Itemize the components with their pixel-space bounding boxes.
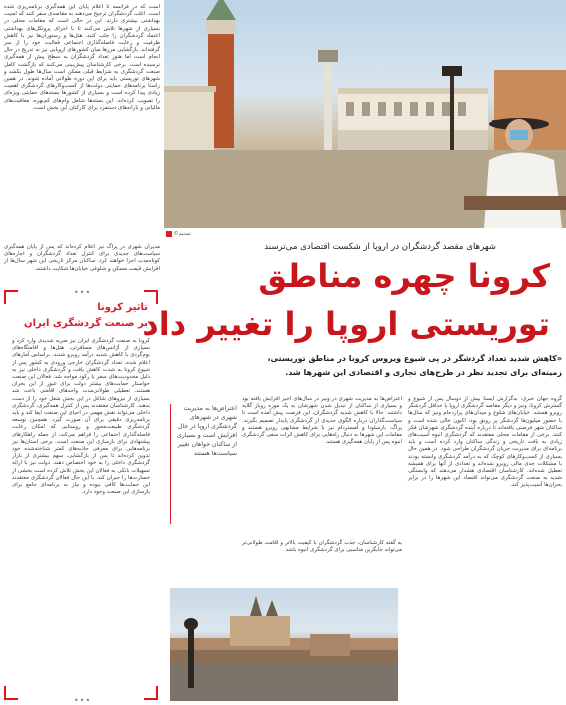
article-lead-line2: زمینه‌ای برای تجدید نظر در طرح‌های تجاری و اقتصادی این شهرها شد. xyxy=(285,368,562,377)
sidebar-title-line2: بر صنعت گردشگری ایران xyxy=(24,318,148,329)
article-column-right: گروه جهان خبری: به‌گزارش ایسنا بیش از دوسال پس از شیوع و گسترش کرونا، ونیز و دیگر مقاصد گردشگری اروپا با حداقل گردشگر روبرو هستند. خیابان‌های شلوغ و میدان‌های پرازدحام ونیز که سال‌ها با حضور میلیون‌ها گردشگر پر رونق بود، اکنون خالی شده است و ساکنان شهر فرصتی یافته‌اند تا درباره آینده گردشگری شهرشان فکر کنند. برخی از مقامات محلی معتقدند که گردشگری انبوه آسیب‌های زیادی به بافت تاریخی و زندگی ساکنان وارد کرده است و باید برنامه‌ای برای مدیریت جریان گردشگران طراحی شود. در همین حال بسیاری از کسب‌وکارهای کوچک که به درآمد گردشگری وابسته بودند با مشکلات جدی مالی روبرو شده‌اند و تعدادی از آنها برای همیشه تعطیل شده‌اند. کارشناسان اقتصادی هشدار می‌دهند که وابستگی شدید به صنعت گردشگری می‌تواند اقتصاد این شهرها را در برابر بحران‌ها آسیب‌پذیر کند. xyxy=(408,396,562,489)
credit-icon xyxy=(166,231,172,237)
article-column-middle: اعتراض‌ها به مدیریت شهری در ونیز در سال‌های اخیر افزایش یافته بود و بسیاری از ساکنان از تبدیل شدن شهرشان به یک موزه روباز گلایه داشتند. حالا با کاهش شدید گردشگران، این فرصت پیش آمده است تا سیاست‌گذاران درباره الگوی جدیدی از گردشگری پایدار تصمیم بگیرند. پراگ، بارسلونا و آمستردام نیز با شرایط مشابهی روبرو هستند و مقامات این شهرها به دنبال راه‌هایی برای کاهش اثرات منفی گردشگری انبوه پس از پایان همه‌گیری هستند. xyxy=(242,396,402,446)
pull-quote-text: اعتراض‌ها به مدیریت شهری در شهرهای گردشگری اروپا در حال افزایش است و بسیاری از ساکنان خواهان تغییر سیاست‌ها هستند xyxy=(176,405,237,457)
article-photo-venice xyxy=(164,0,566,228)
sidebar-dots-bottom: ••• xyxy=(74,696,92,705)
photo-credit-text: ©تسنیم xyxy=(173,231,191,237)
article-lead-line1: «کاهش شدید تعداد گردشگر در پی شیوع ویروس کرونا در مناطق توریستی، xyxy=(267,354,562,363)
prague-photo-illustration xyxy=(170,588,398,701)
sidebar-box xyxy=(4,288,158,705)
photo-credit xyxy=(166,230,206,239)
article-headline-line2: توریستی اروپا را تغییر داد xyxy=(142,305,550,343)
article-lead xyxy=(262,352,562,384)
article-photo-prague xyxy=(170,588,398,701)
pull-quote xyxy=(170,404,237,524)
article-headline-line1: کرونا چهره مناطق xyxy=(258,257,550,295)
article-column-middle-b: به گفته کارشناسان، جذب گردشگران با کیفیت بالاتر و اقامت طولانی‌تر می‌تواند جایگزین مناسبی برای گردشگری انبوه باشد. xyxy=(242,540,402,554)
article-column-top-left: است که در فرانسه تا اعلام پایان این همه‌گیری برنامه‌ریزی شده است. اغلب گردشگران ترجیح می‌دهند به مقاصدی سفر کنند که امنیت بهداشتی بیشتری دارند. این در حالی است که مقامات محلی در بسیاری از شهرها تلاش می‌کنند تا با اجرای پروتکل‌های بهداشتی اعتماد گردشگران را جلب کنند. هتل‌ها و رستوران‌ها نیز با کاهش ظرفیت و رعایت فاصله‌گذاری اجتماعی فعالیت خود را از سر گرفته‌اند. بازگشایی مرزها میان کشورهای اروپایی نیز به تدریج در حال انجام است اما هنوز تعداد گردشگران به سطح پیش از همه‌گیری نرسیده است. برخی کارشناسان پیش‌بینی می‌کنند که بازگشت کامل صنعت گردشگری به شرایط قبلی ممکن است سال‌ها طول بکشد و شهرهای توریستی باید برای این دوره طولانی آماده شوند. در همین راستا برنامه‌های حمایتی دولت‌ها از کسب‌وکارهای گردشگری اهمیت زیادی پیدا کرده است و بسیاری از کشورها بسته‌های حمایتی ویژه‌ای را تصویب کرده‌اند. این بسته‌ها شامل وام‌های کم‌بهره، معافیت‌های مالیاتی و یارانه‌های دستمزد برای کارکنان این بخش است. xyxy=(4,4,160,111)
sidebar-corner-top-left xyxy=(4,290,18,304)
article-column-left-lower: مدیران شهری در پراگ نیز اعلام کرده‌اند که پس از پایان همه‌گیری سیاست‌های جدیدی برای کنترل تعداد گردشگران و اجاره‌های کوتاه‌مدت اجرا خواهند کرد. ساکنان مرکز تاریخی این شهر سال‌ها از افزایش قیمت مسکن و شلوغی خیابان‌ها شکایت داشتند. xyxy=(4,244,160,272)
article-kicker: شهرهای مقصد گردشگران در اروپا از شکست اقتصادی می‌ترسند xyxy=(264,242,496,252)
sidebar-dots-top: ••• xyxy=(74,288,92,297)
sidebar-corner-bottom-right xyxy=(144,686,158,700)
sidebar-body: کرونا به صنعت گردشگری ایران نیز ضربه شدیدی وارد کرد و بسیاری از آژانس‌های مسافرتی، هتل‌ها و اقامتگاه‌های بوم‌گردی با کاهش شدید درآمد روبرو شدند. براساس آمارهای اعلام شده، تعداد گردشگران خارجی ورودی به کشور پس از شیوع کرونا به شدت کاهش یافت و گردشگری داخلی نیز به دلیل محدودیت‌های سفر با رکود مواجه شد. فعالان این صنعت خواستار حمایت‌های بیشتر دولت برای عبور از این بحران هستند. تعطیلی طولانی‌مدت واحدهای اقامتی باعث شد بسیاری از نیروهای شاغل در این بخش شغل خود را از دست بدهند. کارشناسان معتقدند پس از کنترل همه‌گیری، گردشگری داخلی می‌تواند نقش مهمی در احیای این صنعت ایفا کند و باید برنامه‌ریزی دقیقی برای آن صورت گیرد. همچنین توسعه گردشگری طبیعت‌محور و روستایی که امکان رعایت فاصله‌گذاری اجتماعی را فراهم می‌کند، از جمله راهکارهای پیشنهادی برای بازسازی این صنعت است. برخی استان‌ها نیز برنامه‌هایی برای معرفی جاذبه‌های کمتر شناخته‌شده خود تدوین کرده‌اند تا پس از بازگشایی، سهم بیشتری از بازار گردشگری داخلی را به خود اختصاص دهند. دولت نیز با ارائه تسهیلات بانکی به فعالان این بخش تلاش کرده است بخشی از خسارت‌ها را جبران کند. با این حال فعالان گردشگری معتقدند این حمایت‌ها کافی نبوده و نیاز به برنامه‌ای جامع برای بازسازی این صنعت وجود دارد. xyxy=(12,338,150,496)
sidebar-corner-bottom-left xyxy=(4,686,18,700)
sidebar-title-line1: تاثیر کرونا xyxy=(97,302,148,313)
venice-photo-illustration xyxy=(164,0,566,228)
